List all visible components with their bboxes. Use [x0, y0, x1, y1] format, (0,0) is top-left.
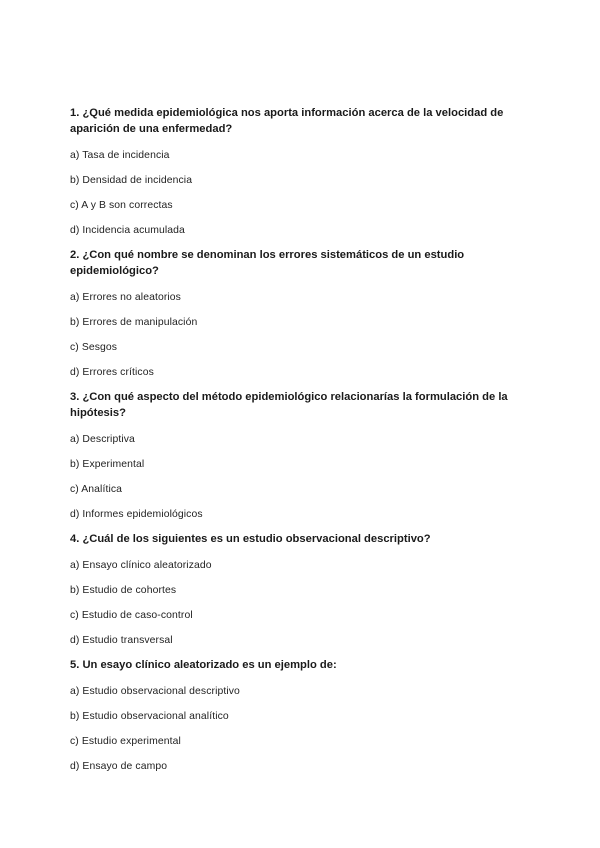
answer-option: a) Errores no aleatorios — [70, 292, 181, 303]
answer-option: a) Ensayo clínico aleatorizado — [70, 560, 212, 571]
answer-option: c) Estudio experimental — [70, 736, 181, 747]
question-block-5 — [70, 657, 540, 774]
answer-option: d) Ensayo de campo — [70, 761, 168, 772]
question-title: 2. ¿Con qué nombre se denominan los errores sistemáticos de un estudio epidemiológico? — [70, 249, 465, 277]
answer-option: c) Estudio de caso-control — [70, 610, 193, 621]
answer-option: a) Estudio observacional descriptivo — [70, 686, 240, 697]
quiz-content — [70, 105, 540, 774]
question-block-1 — [70, 105, 540, 238]
answer-option: b) Errores de manipulación — [70, 317, 198, 328]
question-block-2 — [70, 247, 540, 380]
answer-option: b) Experimental — [70, 459, 145, 470]
answer-option: d) Estudio transversal — [70, 635, 173, 646]
answer-option: b) Estudio de cohortes — [70, 585, 177, 596]
question-title: 1. ¿Qué medida epidemiológica nos aporta información acerca de la velocidad de aparición de una enfermedad? — [70, 107, 504, 135]
question-title: 5. Un esayo clínico aleatorizado es un ejemplo de: — [70, 659, 337, 671]
answer-option: c) A y B son correctas — [70, 200, 173, 211]
question-block-3 — [70, 389, 540, 522]
question-block-4 — [70, 531, 540, 648]
answer-option: a) Descriptiva — [70, 434, 135, 445]
answer-option: d) Incidencia acumulada — [70, 225, 185, 236]
answer-option: d) Informes epidemiológicos — [70, 509, 203, 520]
answer-option: b) Densidad de incidencia — [70, 175, 193, 186]
answer-option: c) Analítica — [70, 484, 123, 495]
answer-option: c) Sesgos — [70, 342, 118, 353]
answer-option: a) Tasa de incidencia — [70, 150, 170, 161]
question-title: 3. ¿Con qué aspecto del método epidemiológico relacionarías la formulación de la hipótesis? — [70, 391, 508, 419]
answer-option: b) Estudio observacional analítico — [70, 711, 229, 722]
question-title: 4. ¿Cuál de los siguientes es un estudio observacional descriptivo? — [70, 533, 431, 545]
answer-option: d) Errores críticos — [70, 367, 154, 378]
